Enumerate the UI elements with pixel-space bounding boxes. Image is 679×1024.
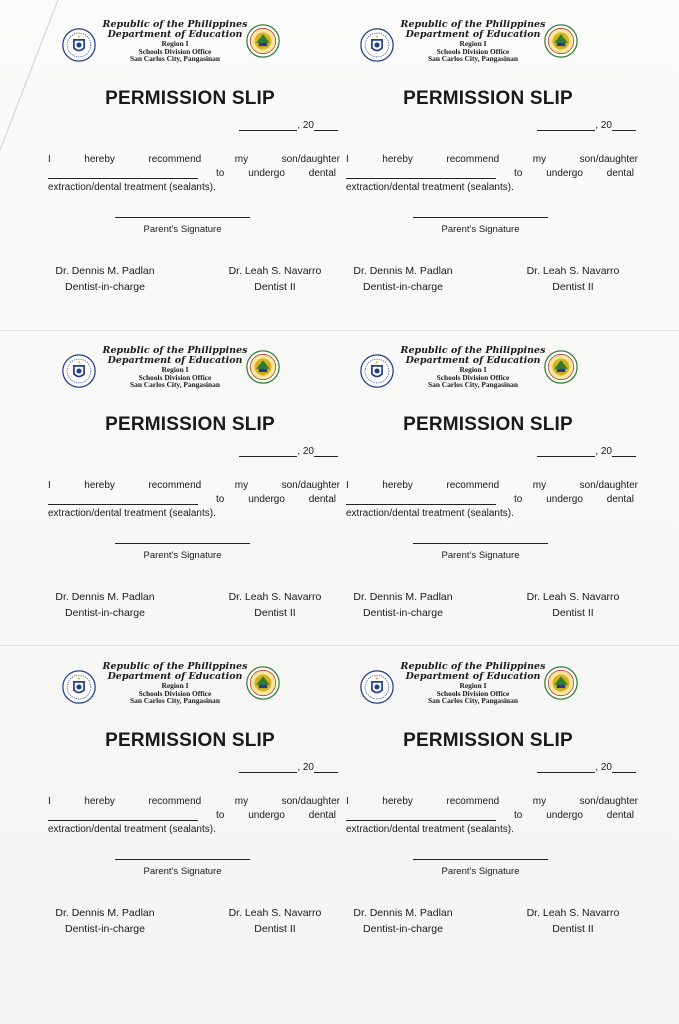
- office-line: Schools Division Office: [436, 46, 510, 56]
- permission-slip: [40, 648, 340, 948]
- dentist-in-charge-block: [40, 264, 170, 296]
- dentist1-name: Dr. Dennis M. Padlan: [55, 591, 155, 603]
- date-year-label: , 20: [297, 762, 314, 773]
- republic-line: Republic of the Philippines: [400, 19, 546, 30]
- dentist2-name: Dr. Leah S. Navarro: [228, 907, 322, 919]
- department-line: Department of Education: [107, 670, 243, 682]
- date-blank[interactable]: [239, 762, 297, 773]
- date-blank[interactable]: [239, 446, 297, 457]
- agency-header-text: [100, 662, 250, 705]
- department-line: Department of Education: [405, 28, 541, 40]
- dentist1-name: Dr. Dennis M. Padlan: [55, 907, 155, 919]
- dentist1-role: Dentist-in-charge: [65, 922, 145, 935]
- year-blank[interactable]: [612, 446, 636, 457]
- dentist2-name: Dr. Leah S. Navarro: [526, 265, 620, 277]
- slip-title: PERMISSION SLIP: [403, 730, 573, 751]
- date-blank[interactable]: [537, 446, 595, 457]
- cut-line: [0, 330, 679, 331]
- date-blank[interactable]: [239, 120, 297, 131]
- slip-title: PERMISSION SLIP: [403, 414, 573, 435]
- signature-label: Parent’s Signature: [441, 550, 520, 561]
- child-name-line: [48, 168, 340, 179]
- slip-header: [338, 332, 638, 402]
- deped-seal-icon: [62, 354, 96, 388]
- division-seal-icon: [544, 350, 578, 384]
- office-line: Schools Division Office: [138, 372, 212, 382]
- recommend-line: I hereby recommend my son/daughter: [48, 796, 340, 807]
- year-blank[interactable]: [314, 446, 338, 457]
- permission-slip: [338, 332, 638, 632]
- region-line: Region I: [459, 364, 487, 374]
- dentist2-name: Dr. Leah S. Navarro: [228, 591, 322, 603]
- region-line: Region I: [161, 680, 189, 690]
- deped-seal-icon: [62, 670, 96, 704]
- office-line: Schools Division Office: [138, 46, 212, 56]
- recommend-line: I hereby recommend my son/daughter: [346, 154, 638, 165]
- year-blank[interactable]: [314, 762, 338, 773]
- dentist-ii-block: [508, 906, 638, 938]
- division-seal-icon: [544, 24, 578, 58]
- dentist1-name: Dr. Dennis M. Padlan: [353, 265, 453, 277]
- division-seal-icon: [246, 24, 280, 58]
- date-year-label: , 20: [297, 446, 314, 457]
- signature-line[interactable]: [115, 859, 250, 860]
- division-seal-icon: [246, 666, 280, 700]
- year-blank[interactable]: [612, 120, 636, 131]
- signature-line[interactable]: [115, 217, 250, 218]
- child-name-blank[interactable]: [48, 810, 198, 821]
- dentist2-role: Dentist II: [552, 922, 594, 935]
- undergo-text: to undergo dental: [514, 494, 634, 505]
- date-year-label: , 20: [595, 446, 612, 457]
- dentist1-name: Dr. Dennis M. Padlan: [353, 591, 453, 603]
- undergo-text: to undergo dental: [216, 168, 336, 179]
- slip-header: [40, 332, 340, 402]
- dentist-in-charge-block: [40, 590, 170, 622]
- city-line: San Carlos City, Pangasinan: [428, 54, 518, 64]
- date-year-label: , 20: [297, 120, 314, 131]
- dentist1-role: Dentist-in-charge: [363, 922, 443, 935]
- dentist2-role: Dentist II: [254, 280, 296, 293]
- slip-header: [338, 6, 638, 76]
- republic-line: Republic of the Philippines: [400, 661, 546, 672]
- department-line: Department of Education: [107, 28, 243, 40]
- dentist-in-charge-block: [338, 590, 468, 622]
- child-name-line: [48, 810, 340, 821]
- recommend-line: I hereby recommend my son/daughter: [346, 796, 638, 807]
- department-line: Department of Education: [107, 354, 243, 366]
- dentist1-role: Dentist-in-charge: [363, 606, 443, 619]
- treatment-line: extraction/dental treatment (sealants).: [48, 508, 216, 519]
- signature-label: Parent’s Signature: [441, 866, 520, 877]
- dentist1-role: Dentist-in-charge: [363, 280, 443, 293]
- child-name-line: [346, 810, 638, 821]
- treatment-line: extraction/dental treatment (sealants).: [48, 824, 216, 835]
- year-blank[interactable]: [612, 762, 636, 773]
- dentist2-name: Dr. Leah S. Navarro: [526, 907, 620, 919]
- child-name-line: [346, 168, 638, 179]
- treatment-line: extraction/dental treatment (sealants).: [346, 508, 514, 519]
- date-year-label: , 20: [595, 120, 612, 131]
- treatment-line: extraction/dental treatment (sealants).: [48, 182, 216, 193]
- permission-slip: [40, 6, 340, 306]
- agency-header-text: [398, 20, 548, 63]
- child-name-blank[interactable]: [346, 168, 496, 179]
- slip-title: PERMISSION SLIP: [105, 730, 275, 751]
- date-year-label: , 20: [595, 762, 612, 773]
- dentist1-role: Dentist-in-charge: [65, 606, 145, 619]
- child-name-blank[interactable]: [346, 810, 496, 821]
- undergo-text: to undergo dental: [514, 168, 634, 179]
- city-line: San Carlos City, Pangasinan: [130, 696, 220, 706]
- office-line: Schools Division Office: [436, 372, 510, 382]
- recommend-line: I hereby recommend my son/daughter: [346, 480, 638, 491]
- undergo-text: to undergo dental: [216, 810, 336, 821]
- office-line: Schools Division Office: [436, 688, 510, 698]
- recommend-line: I hereby recommend my son/daughter: [48, 480, 340, 491]
- agency-header-text: [398, 662, 548, 705]
- child-name-line: [346, 494, 638, 505]
- undergo-text: to undergo dental: [514, 810, 634, 821]
- date-line: [506, 446, 636, 457]
- date-line: [506, 762, 636, 773]
- city-line: San Carlos City, Pangasinan: [130, 54, 220, 64]
- division-seal-icon: [246, 350, 280, 384]
- agency-header-text: [100, 20, 250, 63]
- signature-line[interactable]: [413, 217, 548, 218]
- year-blank[interactable]: [314, 120, 338, 131]
- dentist-ii-block: [508, 264, 638, 296]
- date-line: [208, 120, 338, 131]
- deped-seal-icon: [360, 354, 394, 388]
- cut-line: [0, 645, 679, 646]
- dentist1-name: Dr. Dennis M. Padlan: [353, 907, 453, 919]
- city-line: San Carlos City, Pangasinan: [428, 380, 518, 390]
- region-line: Region I: [161, 38, 189, 48]
- dentist2-role: Dentist II: [254, 922, 296, 935]
- dentist1-name: Dr. Dennis M. Padlan: [55, 265, 155, 277]
- republic-line: Republic of the Philippines: [102, 661, 248, 672]
- slip-title: PERMISSION SLIP: [403, 88, 573, 109]
- recommend-line: I hereby recommend my son/daughter: [48, 154, 340, 165]
- signature-label: Parent’s Signature: [143, 550, 222, 561]
- region-line: Region I: [459, 680, 487, 690]
- dentist2-name: Dr. Leah S. Navarro: [228, 265, 322, 277]
- slip-title: PERMISSION SLIP: [105, 414, 275, 435]
- slip-header: [338, 648, 638, 718]
- republic-line: Republic of the Philippines: [400, 345, 546, 356]
- date-line: [208, 446, 338, 457]
- permission-slip: [338, 6, 638, 306]
- child-name-blank[interactable]: [346, 494, 496, 505]
- date-line: [506, 120, 636, 131]
- permission-slip: [338, 648, 638, 948]
- agency-header-text: [100, 346, 250, 389]
- treatment-line: extraction/dental treatment (sealants).: [346, 182, 514, 193]
- child-name-blank[interactable]: [48, 168, 198, 179]
- date-blank[interactable]: [537, 120, 595, 131]
- division-seal-icon: [544, 666, 578, 700]
- signature-line[interactable]: [413, 859, 548, 860]
- dentist-ii-block: [210, 906, 340, 938]
- deped-seal-icon: [360, 670, 394, 704]
- dentist2-name: Dr. Leah S. Navarro: [526, 591, 620, 603]
- dentist1-role: Dentist-in-charge: [65, 280, 145, 293]
- deped-seal-icon: [62, 28, 96, 62]
- slip-header: [40, 648, 340, 718]
- child-name-line: [48, 494, 340, 505]
- republic-line: Republic of the Philippines: [102, 19, 248, 30]
- department-line: Department of Education: [405, 354, 541, 366]
- office-line: Schools Division Office: [138, 688, 212, 698]
- city-line: San Carlos City, Pangasinan: [130, 380, 220, 390]
- slip-title: PERMISSION SLIP: [105, 88, 275, 109]
- treatment-line: extraction/dental treatment (sealants).: [346, 824, 514, 835]
- dentist2-role: Dentist II: [552, 280, 594, 293]
- child-name-blank[interactable]: [48, 494, 198, 505]
- signature-label: Parent’s Signature: [441, 224, 520, 235]
- dentist-in-charge-block: [40, 906, 170, 938]
- undergo-text: to undergo dental: [216, 494, 336, 505]
- republic-line: Republic of the Philippines: [102, 345, 248, 356]
- signature-line[interactable]: [115, 543, 250, 544]
- deped-seal-icon: [360, 28, 394, 62]
- dentist-ii-block: [210, 264, 340, 296]
- signature-label: Parent’s Signature: [143, 866, 222, 877]
- dentist-ii-block: [508, 590, 638, 622]
- agency-header-text: [398, 346, 548, 389]
- date-blank[interactable]: [537, 762, 595, 773]
- department-line: Department of Education: [405, 670, 541, 682]
- dentist-in-charge-block: [338, 264, 468, 296]
- signature-label: Parent’s Signature: [143, 224, 222, 235]
- dentist-ii-block: [210, 590, 340, 622]
- region-line: Region I: [459, 38, 487, 48]
- dentist-in-charge-block: [338, 906, 468, 938]
- region-line: Region I: [161, 364, 189, 374]
- dentist2-role: Dentist II: [552, 606, 594, 619]
- slip-header: [40, 6, 340, 76]
- signature-line[interactable]: [413, 543, 548, 544]
- permission-slip: [40, 332, 340, 632]
- date-line: [208, 762, 338, 773]
- city-line: San Carlos City, Pangasinan: [428, 696, 518, 706]
- dentist2-role: Dentist II: [254, 606, 296, 619]
